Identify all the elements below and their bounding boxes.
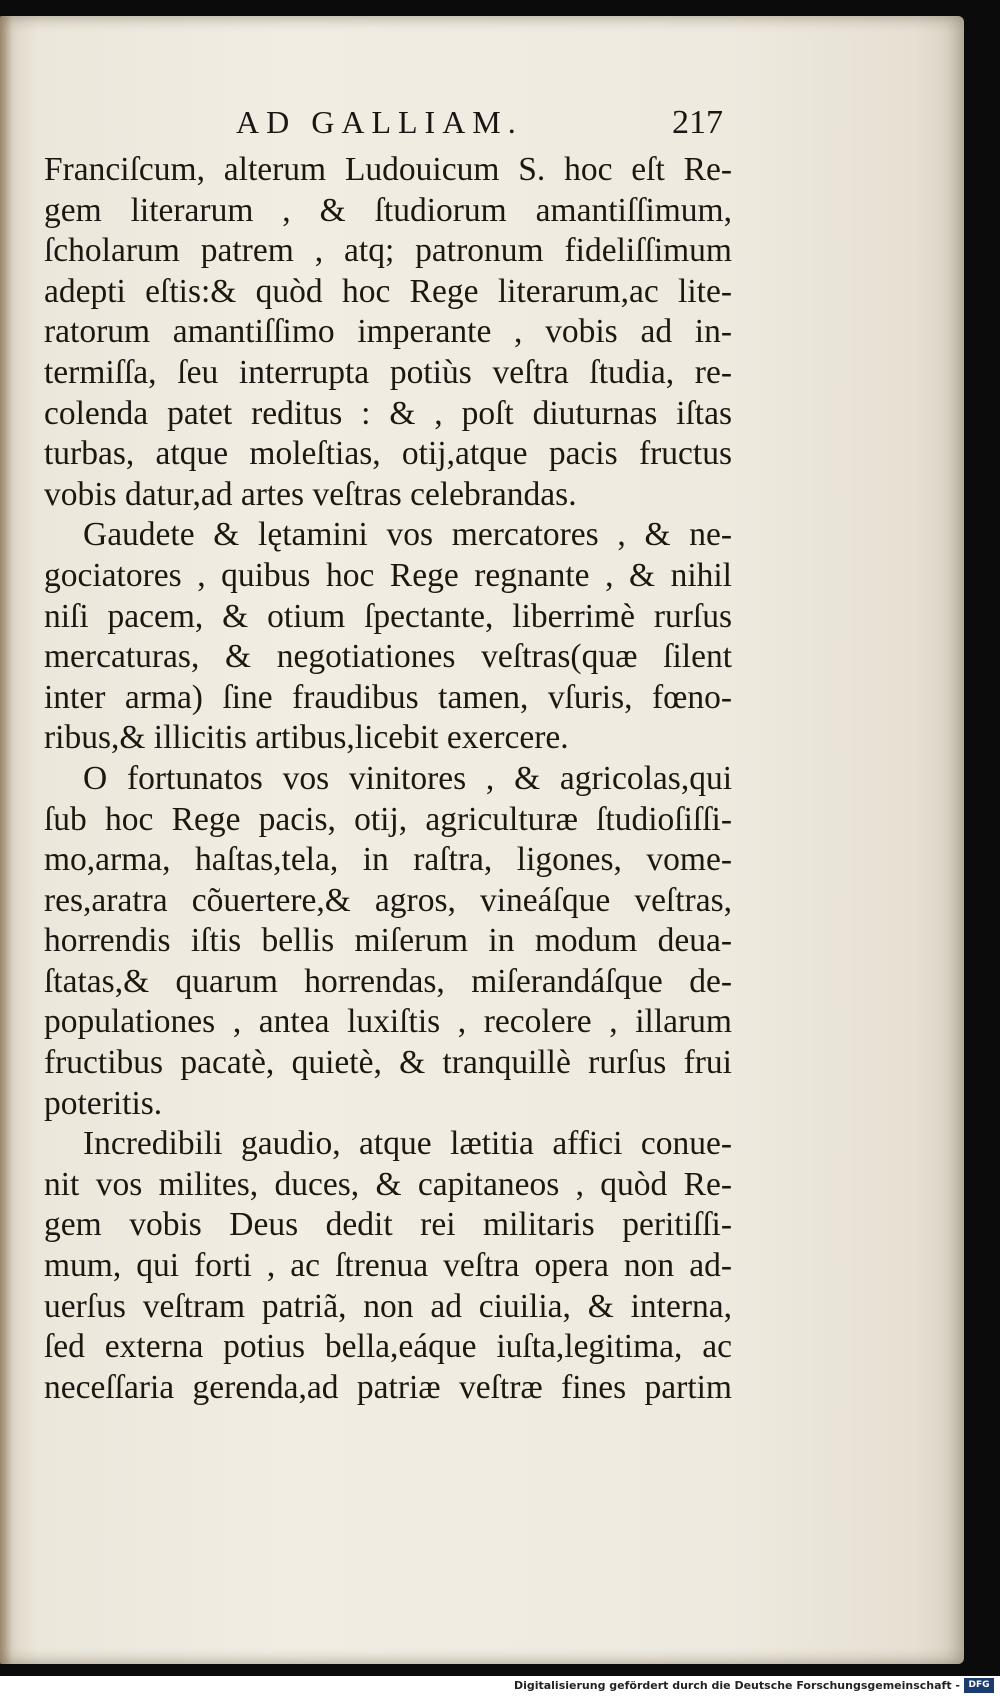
running-title: AD GALLIAM. bbox=[236, 104, 523, 140]
text-line: Gaudete & lętamini vos mercatores , & ne- bbox=[83, 516, 732, 554]
text-line: termiſſa, ſeu interrupta potiùs veſtra ſtudia, re- bbox=[44, 353, 732, 391]
text-line: ſtatas,& quarum horrendas, miſerandáſque de- bbox=[44, 962, 732, 1000]
text-line: turbas, atque moleſtias, otij,atque pacis fructus bbox=[44, 435, 732, 473]
footer-bar bbox=[0, 1676, 1000, 1698]
text-line: mo,arma, haſtas,tela, in raſtra, ligones, vome- bbox=[44, 841, 732, 879]
text-line: nit vos milites, duces, & capitaneos , quòd Re- bbox=[44, 1165, 732, 1203]
text-line: gociatores , quibus hoc Rege regnante , & nihil bbox=[44, 556, 732, 594]
text-line: inter arma) ſine fraudibus tamen, vſuris, fœno- bbox=[44, 678, 732, 716]
text-line: niſi pacem, & otium ſpectante, liberrimè rurſus bbox=[44, 597, 732, 635]
text-line: ratorum amantiſſimo imperante , vobis ad in- bbox=[44, 313, 732, 351]
text-line: Incredibili gaudio, atque lætitia affici conue- bbox=[83, 1125, 732, 1163]
page-gutter-shadow bbox=[0, 16, 12, 1664]
text-line: populationes , antea luxiſtis , recolere , illarum bbox=[44, 1003, 732, 1041]
text-line: colenda patet reditus : & , poſt diuturnas iſtas bbox=[44, 394, 732, 432]
text-line: uerſus veſtram patriã, non ad ciuilia, & interna, bbox=[44, 1287, 732, 1325]
text-line: ſed externa potius bella,eáque iuſta,legitima, ac bbox=[44, 1328, 732, 1366]
text-line: mum, qui forti , ac ſtrenua veſtra opera non ad- bbox=[44, 1247, 732, 1285]
text-line: fructibus pacatè, quietè, & tranquillè rurſus frui bbox=[44, 1044, 732, 1082]
text-line: ſub hoc Rege pacis, otij, agriculturæ ſtudioſiſſi- bbox=[44, 800, 732, 838]
dfg-logo: DFG bbox=[964, 1678, 994, 1693]
page-header bbox=[0, 104, 964, 144]
text-line: gem vobis Deus dedit rei militaris peritiſſi- bbox=[44, 1206, 732, 1244]
text-line: res,aratra cõuertere,& agros, vineáſque veſtras, bbox=[44, 881, 732, 919]
text-line: gem literarum , & ſtudiorum amantiſſimum, bbox=[44, 191, 732, 229]
text-line: neceſſaria gerenda,ad patriæ veſtræ fines partim bbox=[44, 1368, 732, 1406]
body-text bbox=[44, 150, 732, 1408]
text-line: vobis datur,ad artes veſtras celebrandas. bbox=[44, 475, 577, 513]
funding-credit: Digitalisierung gefördert durch die Deutsche Forschungsgemeinschaft - bbox=[513, 1679, 960, 1692]
page-number: 217 bbox=[672, 104, 723, 141]
text-line: Franciſcum, alterum Ludouicum S. hoc eſt Re- bbox=[44, 151, 732, 188]
text-line: poteritis. bbox=[44, 1084, 163, 1122]
text-line: horrendis iſtis bellis miſerum in modum deua- bbox=[44, 922, 732, 960]
text-line: adepti eſtis:& quòd hoc Rege literarum,ac lite- bbox=[44, 272, 732, 310]
text-line: ribus,& illicitis artibus,licebit exercere. bbox=[44, 719, 569, 757]
text-line: mercaturas, & negotiationes veſtras(quæ ſilent bbox=[44, 638, 732, 676]
text-line: O fortunatos vos vinitores , & agricolas,qui bbox=[83, 759, 732, 797]
text-line: ſcholarum patrem , atq; patronum fideliſſimum bbox=[44, 232, 732, 270]
